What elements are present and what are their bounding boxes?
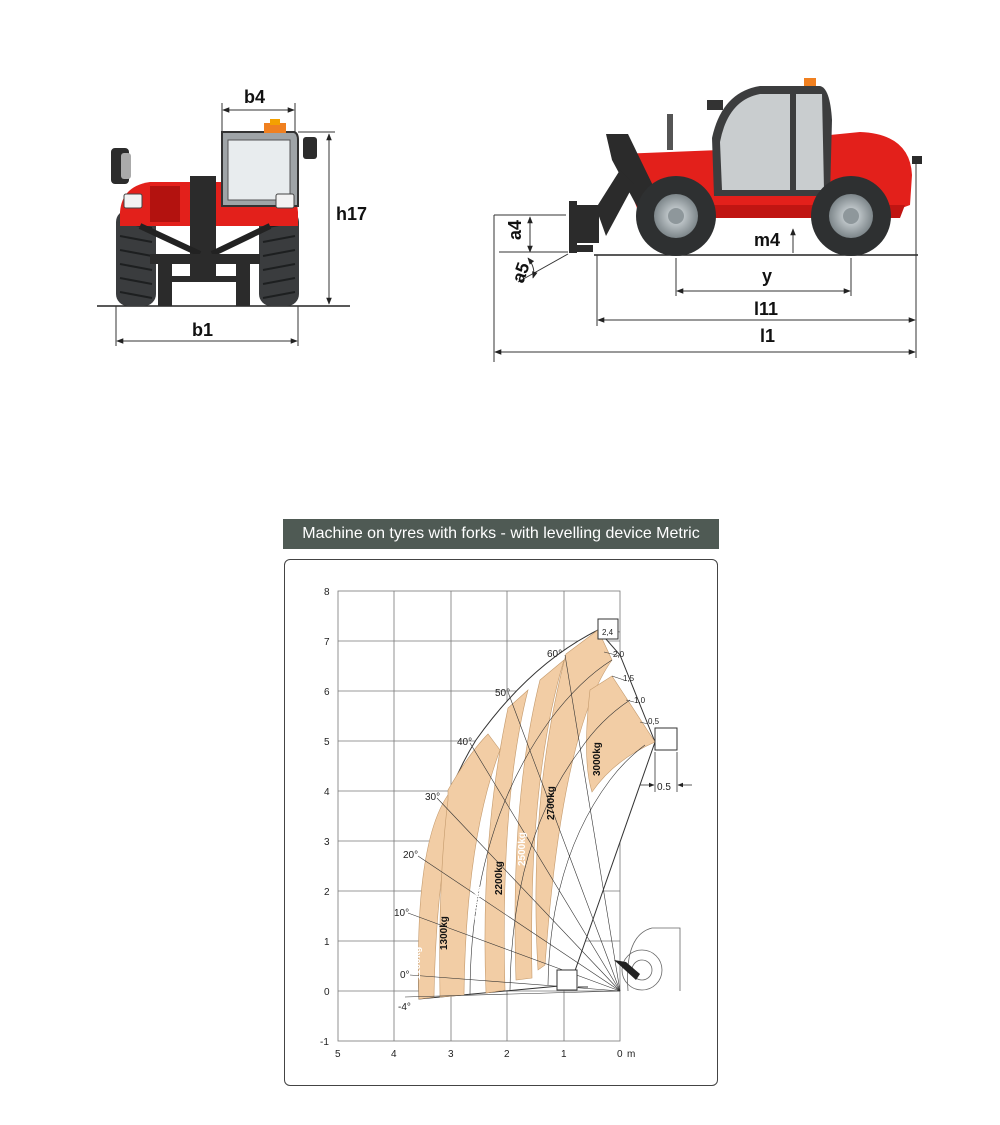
- capacity-1700kg: 1700kg: [472, 886, 483, 920]
- ext-1-0: 1,0: [634, 696, 646, 705]
- y-tick-8: 8: [324, 587, 330, 598]
- y-tick-3: 3: [324, 837, 330, 848]
- capacity-2700kg: 2700kg: [546, 786, 557, 820]
- y-tick-6: 6: [324, 687, 330, 698]
- h17-label: h17: [336, 204, 368, 224]
- ext-2-0: 2,0: [613, 650, 625, 659]
- b1-label: b1: [192, 320, 214, 340]
- x-tick-0: 0: [617, 1049, 623, 1060]
- capacity-3000kg: 3000kg: [592, 742, 603, 776]
- angle-50: 50°: [495, 688, 511, 699]
- load-offset-label: 0.5: [657, 782, 671, 793]
- capacity-2200kg: 2200kg: [494, 861, 505, 895]
- y-tick-7: 7: [324, 637, 330, 648]
- capacity-1100kg: 1100kg: [412, 946, 423, 980]
- x-tick-1: 1: [561, 1049, 567, 1060]
- x-tick-3: 3: [448, 1049, 454, 1060]
- y-tick-4: 4: [324, 787, 330, 798]
- x-tick-5: 5: [335, 1049, 341, 1060]
- angle-40: 40°: [457, 737, 473, 748]
- l11-label: l11: [754, 299, 779, 319]
- y-tick-2: 2: [324, 887, 330, 898]
- capacity-1300kg: 1300kg: [439, 916, 450, 950]
- chart-frame: [284, 559, 718, 1086]
- ext-0-5: 0,5: [648, 717, 660, 726]
- angle-10: 10°: [394, 908, 410, 919]
- y-tick-1: 1: [324, 937, 330, 948]
- angle-neg4: -4°: [398, 1002, 411, 1013]
- angle-30: 30°: [425, 792, 441, 803]
- front-view-machine: [97, 119, 350, 306]
- y-tick-neg1: -1: [320, 1037, 329, 1048]
- b4-label: b4: [244, 87, 266, 107]
- l1-label: l1: [760, 326, 776, 346]
- x-tick-4: 4: [391, 1049, 397, 1060]
- m4-label: m4: [754, 230, 781, 250]
- y-tick-0: 0: [324, 987, 330, 998]
- y-label: y: [762, 266, 773, 286]
- angle-0: 0°: [400, 970, 410, 981]
- x-unit: m: [627, 1049, 636, 1060]
- chart-title: Machine on tyres with forks - with levelling device Metric: [283, 519, 719, 549]
- ext-1-5: 1,5: [623, 674, 635, 683]
- ext-2-4: 2,4: [602, 628, 614, 637]
- side-view-machine: [569, 78, 922, 256]
- a5-label: a5: [507, 259, 534, 286]
- angle-60: 60°: [547, 649, 563, 660]
- angle-20: 20°: [403, 850, 419, 861]
- a4-label: a4: [505, 219, 525, 240]
- capacity-2500kg: 2500kg: [517, 832, 528, 866]
- x-tick-2: 2: [504, 1049, 510, 1060]
- y-tick-5: 5: [324, 737, 330, 748]
